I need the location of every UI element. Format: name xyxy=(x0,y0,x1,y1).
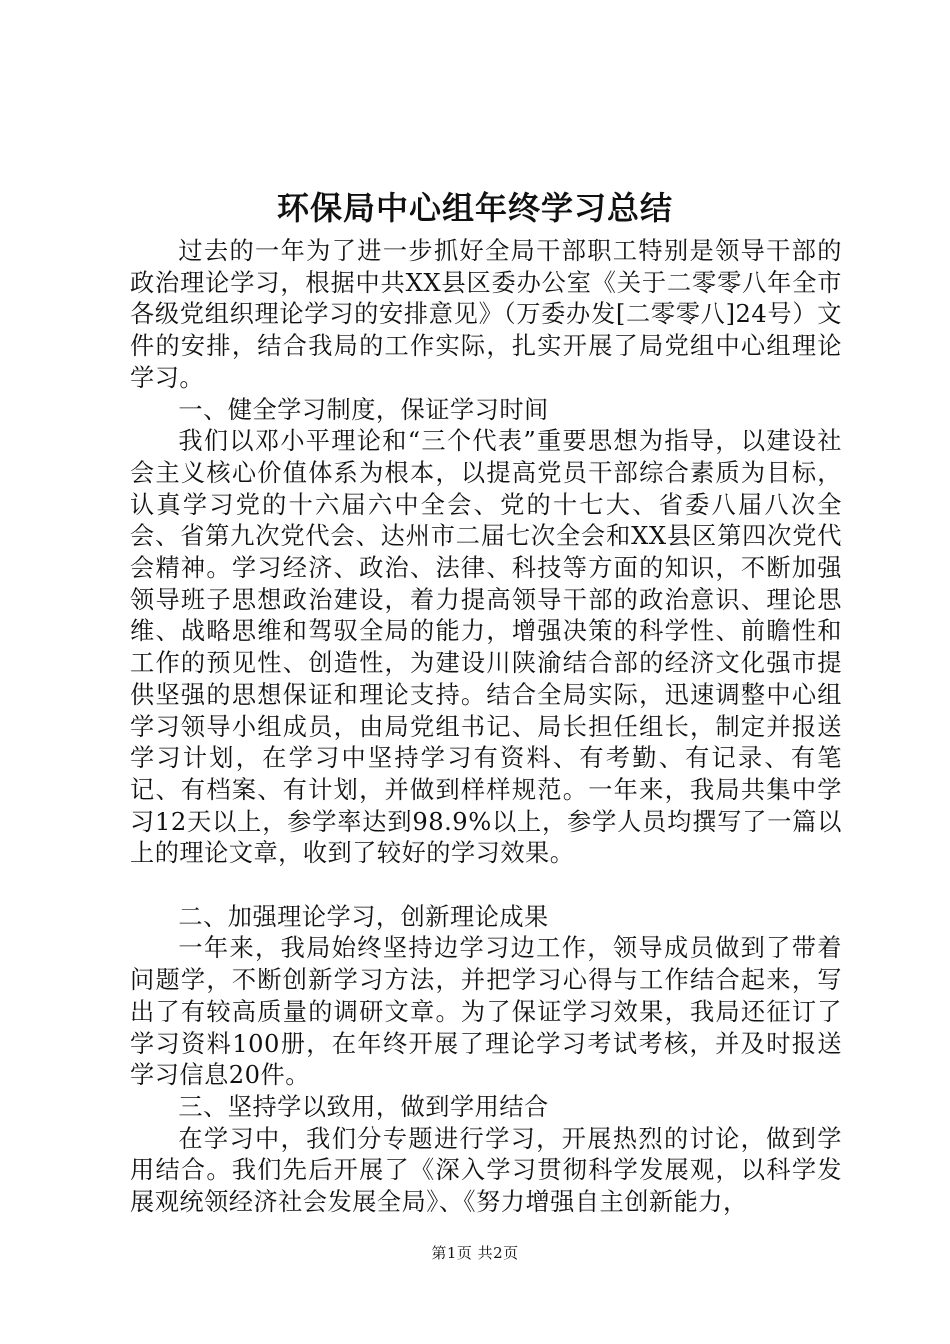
section-paragraph-1: 我们以邓小平理论和“三个代表”重要思想为指导，以建设社会主义核心价值体系为根本，以提高党员干部综合素质为目标，认真学习党的十六届六中全会、党的十七大、省委八届八次全会、省第九次党代会、达州市二届七次全会和XX县区第四次党代会精神。学习经济、政治、法律、科技等方面的知识，不断加强领导班子思想政治建设，着力提高领导干部的政治意识、理论思维、战略思维和驾驭全局的能力，增强决策的科学性、前瞻性和工作的预见性、创造性，为建设川陕渝结合部的经济文化强市提供坚强的思想保证和理论支持。结合全局实际，迅速调整中心组学习领导小组成员，由局党组书记、局长担任组长，制定并报送学习计划，在学习中坚持学习有资料、有考勤、有记录、有笔记、有档案、有计划，并做到样样规范。一年来，我局共集中学习12天以上，参学率达到98.9%以上，参学人员均撰写了一篇以上的理论文章，收到了较好的学习效果。 xyxy=(130,427,842,868)
document-body xyxy=(130,236,842,1219)
section-paragraph-2: 一年来，我局始终坚持边学习边工作，领导成员做到了带着问题学，不断创新学习方法，并把学习心得与工作结合起来，写出了有较高质量的调研文章。为了保证学习效果，我局还征订了学习资料100册，在年终开展了理论学习考试考核，并及时报送学习信息20件。 xyxy=(130,934,842,1090)
section-heading-2: 二、加强理论学习，创新理论成果 xyxy=(178,902,549,931)
section-heading-3: 三、坚持学以致用，做到学用结合 xyxy=(178,1092,549,1121)
intro-paragraph: 过去的一年为了进一步抓好全局干部职工特别是领导干部的政治理论学习，根据中共XX县区委办公室《关于二零零八年全市各级党组织理论学习的安排意见》（万委办发[二零零八]24号）文件的安排，结合我局的工作实际，扎实开展了局党组中心组理论学习。 xyxy=(130,237,842,392)
section-heading-1: 一、健全学习制度，保证学习时间 xyxy=(178,395,549,424)
section-paragraph-3: 在学习中，我们分专题进行学习，开展热烈的讨论，做到学用结合。我们先后开展了《深入学习贯彻科学发展观，以科学发展观统领经济社会发展全局》、《努力增强自主创新能力， xyxy=(130,1124,842,1217)
page-footer: 第1页 共2页 xyxy=(431,1244,519,1262)
document-title: 环保局中心组年终学习总结 xyxy=(276,189,673,227)
